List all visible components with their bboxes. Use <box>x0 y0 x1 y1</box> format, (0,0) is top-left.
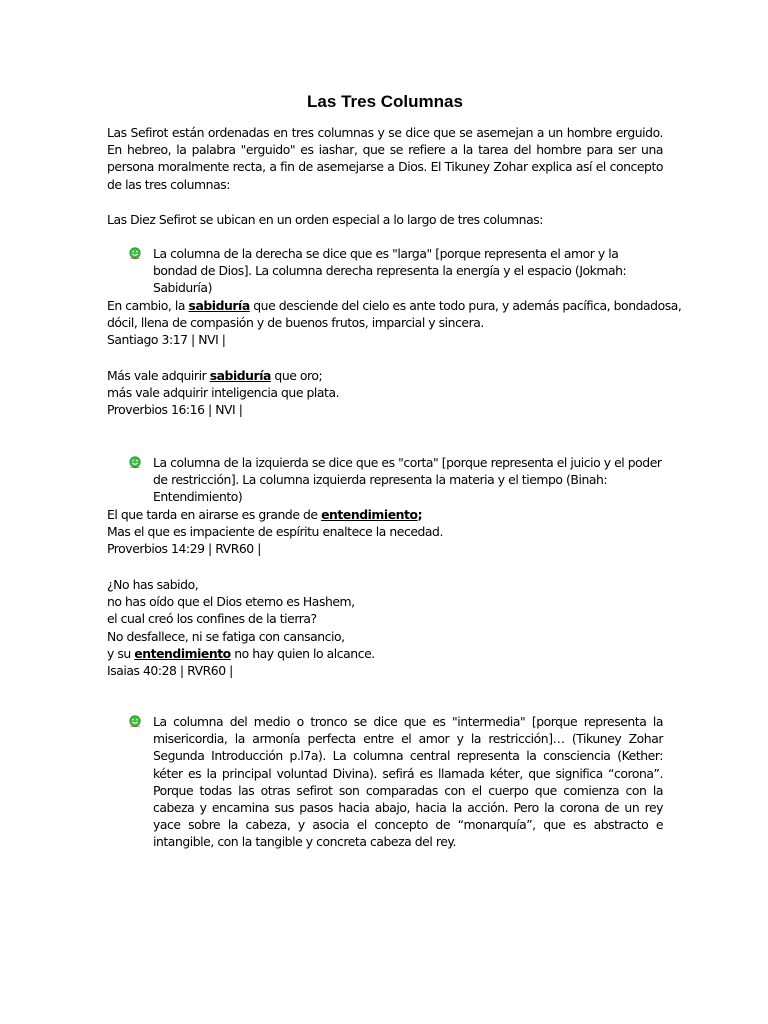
quote-text: Más vale adquirir <box>107 368 210 383</box>
underlined-word: entendimiento <box>134 645 231 661</box>
quote-text: que desciende del cielo es ante todo pura, y además pacífica, bondadosa, <box>249 298 682 313</box>
quote-text: El que tarda en airarse es grande de <box>107 507 322 522</box>
quote-line: ¿No has sabido, <box>107 577 199 592</box>
column-right-text: La columna de la derecha se dice que es "larga" [porque representa el amor y la bondad de Dios]. La columna derecha representa la energía y el espacio (Jokmah: Sabiduría) <box>153 246 627 296</box>
quote-santiago <box>107 297 682 349</box>
quote-text: ; <box>417 507 423 522</box>
quote-line: dócil, llena de compasión y de buenos frutos, imparcial y sincera. <box>107 315 484 331</box>
quote-text: En cambio, la <box>107 298 189 313</box>
column-left-text: La columna de la izquierda se dice que es "corta" [porque representa el juicio y el poder de restricción]. La columna izquierda representa la materia y el tiempo (Binah: Entendimiento) <box>153 455 662 505</box>
smiley-bullet-icon <box>129 715 141 727</box>
quote-line: el cual creó los confines de la tierra? <box>107 611 317 627</box>
page-title: Las Tres Columnas <box>307 92 463 111</box>
quote-text: no hay quien lo alcance. <box>230 645 375 661</box>
smiley-bullet-icon <box>129 247 141 259</box>
quote-proverbios-16 <box>107 367 663 419</box>
quote-reference: Isaias 40:28 | RVR60 | <box>107 663 233 679</box>
quote-line <box>107 645 663 662</box>
underlined-word: entendimiento <box>321 507 418 522</box>
quote-text: que oro; <box>270 368 323 383</box>
quote-reference: Proverbios 14:29 | RVR60 | <box>107 541 261 557</box>
quote-isaias <box>107 576 663 679</box>
quote-line: Mas el que es impaciente de espíritu enaltece la necedad. <box>107 524 443 540</box>
diez-sefirot-paragraph: Las Diez Sefirot se ubican en un orden especial a lo largo de tres columnas: <box>107 212 543 227</box>
quote-text: y su <box>107 645 135 661</box>
intro-paragraph: Las Sefirot están ordenadas en tres columnas y se dice que se asemejan a un hombre erguido. En hebreo, la palabra "erguido" es iashar, que se refiere a la tarea del hombre para ser una persona moralmente recta, a fin de asemejarse a Dios. El Tikuney Zohar explica así el concepto de las tres columnas: <box>107 125 663 192</box>
quote-line <box>107 506 663 523</box>
quote-line: no has oído que el Dios eterno es Hashem, <box>107 594 355 610</box>
quote-reference: Proverbios 16:16 | NVI | <box>107 402 243 418</box>
quote-line: No desfallece, ni se fatiga con cansancio, <box>107 628 345 644</box>
underlined-word: sabiduría <box>188 298 250 313</box>
column-middle-text: La columna del medio o tronco se dice que es "intermedia" [porque representa la misericordia, la armonía perfecta entre el amor y la restricción]… (Tikuney Zohar Segunda Introducción p.l7a). La columna central representa la consciencia (Kether: kéter es la principal voluntad Divina). sefirá es llamada kéter, que significa “corona”. Porque todas las otras sefirot son comparadas con el cuerpo que comienza con la cabeza y encamina sus pasos hacia abajo, hacia la acción. Pero la corona de un rey yace sobre la cabeza, y asocia el concepto de “monarquía”, que es abstracto e intangible, con la tangible y concreta cabeza del rey. <box>153 714 663 850</box>
quote-line <box>107 297 682 314</box>
underlined-word: sabiduría <box>209 368 271 383</box>
quote-line: más vale adquirir inteligencia que plata. <box>107 385 340 401</box>
quote-proverbios-14 <box>107 506 663 558</box>
quote-reference: Santiago 3:17 | NVI | <box>107 332 226 348</box>
smiley-bullet-icon <box>129 456 141 468</box>
quote-line <box>107 367 663 384</box>
